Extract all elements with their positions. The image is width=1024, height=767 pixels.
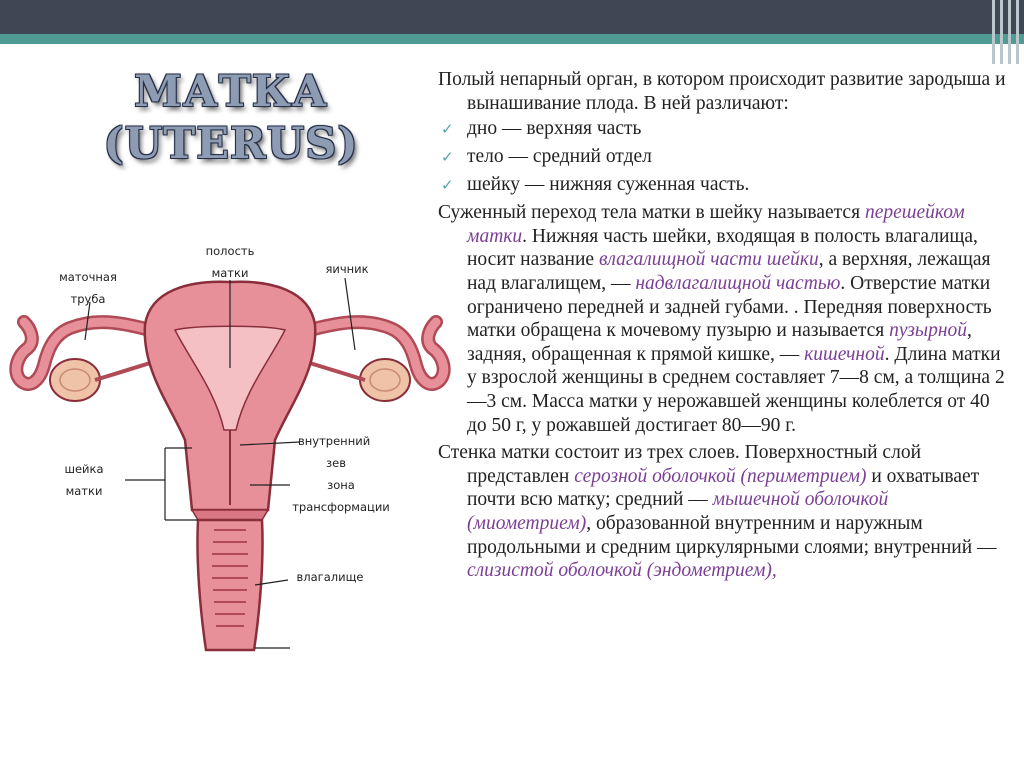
term-vesical: пузырной (889, 320, 967, 342)
title-line-2: (UTERUS) (103, 119, 359, 169)
title-line-1: МАТКА (134, 67, 328, 117)
slide-title (96, 66, 366, 170)
right-ovary (360, 359, 410, 401)
term-perimetrium: серозной оболочкой (периметрием) (574, 465, 867, 487)
label-fallopian-tube: маточная труба (59, 270, 117, 306)
cervix (192, 510, 268, 520)
term-endometrium: слизистой оболочкой (эндометрием), (467, 560, 777, 582)
label-internal-os: внутренний зев (298, 434, 371, 470)
wall-layers-paragraph: Стенка матки состоит из трех слоев. Поверхностный слой представлен серозной оболочкой (периметрием) и охватывает почти всю матку; средний — мышечной оболочкой (миометрием), образованной внутренним и наружным продольными и средним циркулярными слоями; внутренний — слизистой оболочкой (эндометрием), (438, 442, 997, 582)
check-icon: ✓ (441, 120, 454, 139)
label-transformation-zone: зона трансформации (292, 478, 390, 514)
term-supravaginal-part: надвлагалищной частью (635, 272, 841, 294)
corner-stripes (984, 0, 1024, 64)
term-intestinal: кишечной (804, 343, 885, 365)
text-column (438, 68, 1006, 583)
list-item: ✓ дно — верхняя часть (438, 115, 1006, 143)
label-cervix: шейка матки (64, 462, 104, 498)
vagina (197, 520, 262, 650)
header-bar (0, 0, 1024, 34)
accent-bar (0, 34, 1024, 44)
label-vagina: влагалище (296, 570, 364, 584)
label-uterine-cavity: полость матки (205, 244, 255, 280)
term-isthmus: перешейком матки (467, 202, 965, 247)
term-vaginal-part: влагалищной части шейки (598, 249, 819, 271)
left-ovary (50, 359, 100, 401)
parts-list (438, 115, 1006, 199)
intro-paragraph: Полый непарный орган, в котором происходит развитие зародыша и вынашивание плода. В ней различают: (438, 69, 1006, 114)
check-icon: ✓ (441, 148, 454, 167)
isthmus-paragraph: Суженный переход тела матки в шейку называется перешейком матки. Нижняя часть шейки, входящая в полость влагалища, носит название влагалищной части шейки, а верхняя, лежащая над влагалищем, — надвлагалищной частью. Отверстие матки ограничено передней и задней губами. . Передняя поверхность матки обращена к мочевому пузырю и называется пузырной, задняя, обращенная к прямой кишке, — кишечной. Длина матки у взрослой женщины в среднем составляет 7—8 см, а толщина 2—3 см. Масса матки у нерожавшей женщины колеблется от 40 до 50 г, у рожавшей достигает 80—90 г. (438, 202, 1005, 436)
term-myometrium: мышечной оболочкой (миометрием) (467, 489, 889, 534)
label-ovary: яичник (325, 262, 369, 276)
check-icon: ✓ (441, 176, 454, 195)
list-item: ✓ шейку — нижняя суженная часть. (438, 171, 1006, 199)
list-item: ✓ тело — средний отдел (438, 143, 1006, 171)
